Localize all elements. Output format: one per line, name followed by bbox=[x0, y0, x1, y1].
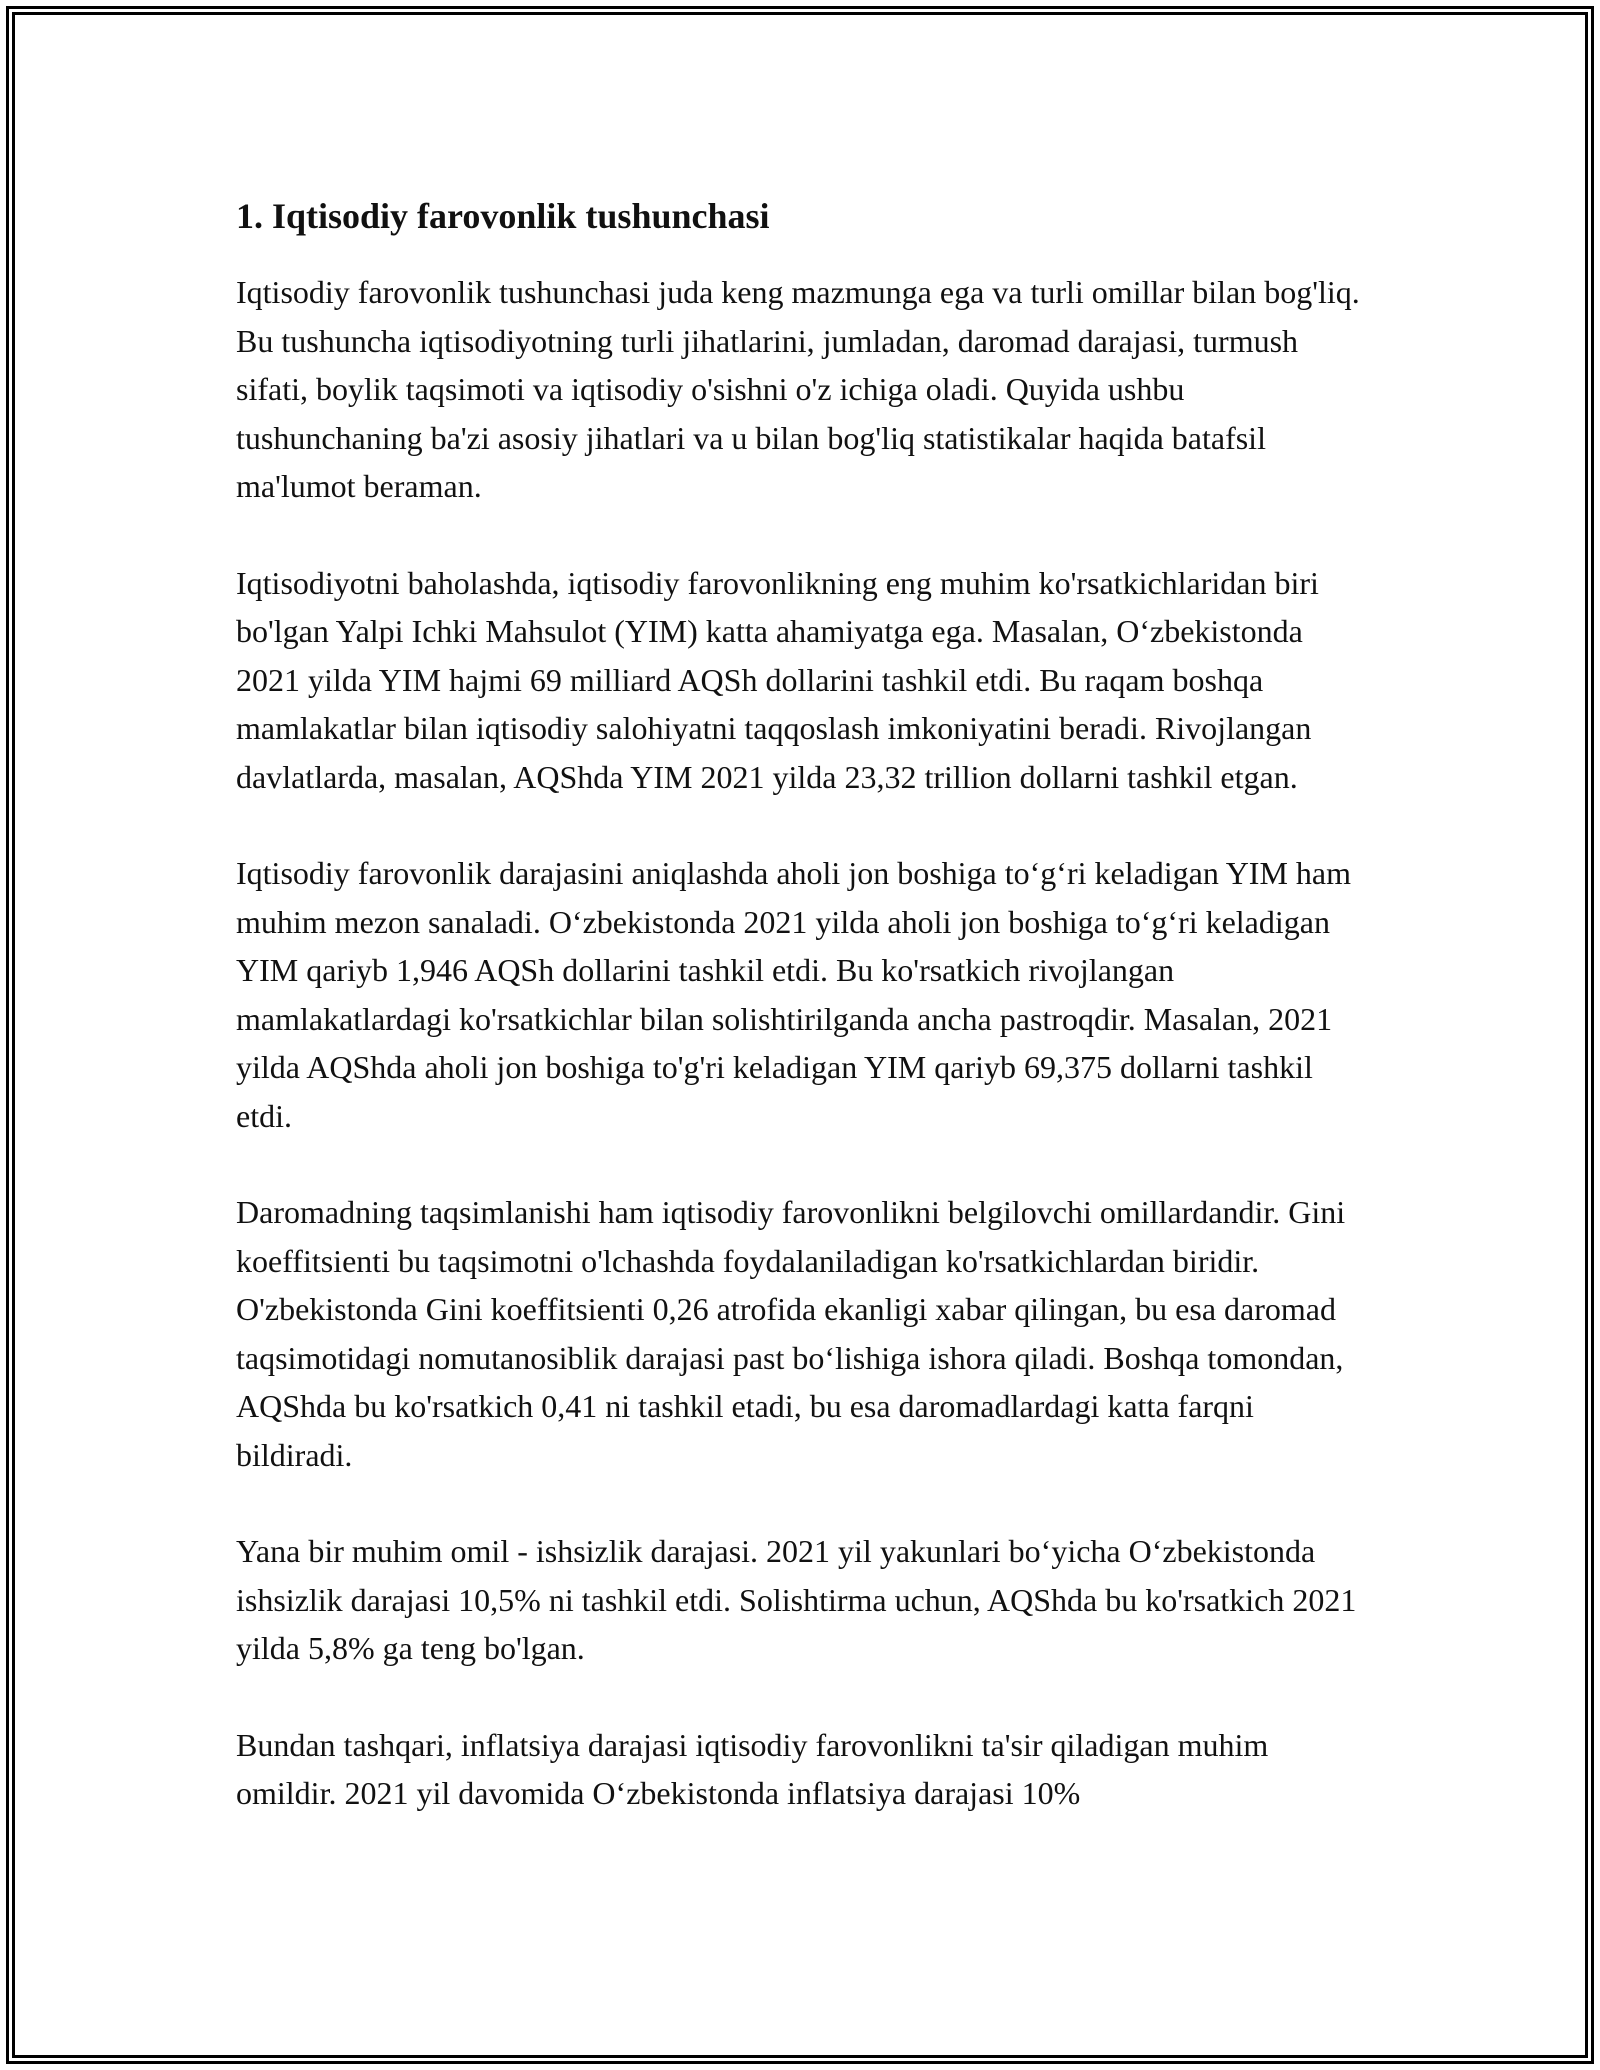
section-heading: 1. Iqtisodiy farovonlik tushunchasi bbox=[236, 196, 770, 236]
document-body bbox=[236, 188, 1366, 1866]
paragraph-intro: Iqtisodiy farovonlik tushunchasi juda keng mazmunga ega va turli omillar bilan bog'liq. Bu tushuncha iqtisodiyotning turli jihatlarini, jumladan, daromad darajasi, turmush sifati, boylik taqsimoti va iqtisodiy o'sishni o'z ichiga oladi. Quyida ushbu tushunchaning ba'zi asosiy jihatlari va u bilan bog'liq statistikalar haqida batafsil ma'lumot beraman. bbox=[236, 274, 1360, 504]
paragraph-gdp: Iqtisodiyotni baholashda, iqtisodiy farovonlikning eng muhim ko'rsatkichlaridan biri bo'lgan Yalpi Ichki Mahsulot (YIM) katta ahamiyatga ega. Masalan, O‘zbekistonda 2021 yilda YIM hajmi 69 milliard AQSh dollarini tashkil etdi. Bu raqam boshqa mamlakatlar bilan iqtisodiy salohiyatni taqqoslash imkoniyatini beradi. Rivojlangan davlatlarda, masalan, AQShda YIM 2021 yilda 23,32 trillion dollarni tashkil etgan. bbox=[236, 564, 1319, 795]
paragraph-income-distribution: Daromadning taqsimlanishi ham iqtisodiy farovonlikni belgilovchi omillardandir. Gini koeffitsienti bu taqsimotni o'lchashda foydalaniladigan ko'rsatkichlardan biridir. O'zbekistonda Gini koeffitsienti 0,26 atrofida ekanligi xabar qilingan, bu esa daromad taqsimotidagi nomutanosiblik darajasi past bo‘lishiga ishora qiladi. Boshqa tomondan, AQShda bu ko'rsatkich 0,41 ni tashkil etadi, bu esa daromadlardagi katta farqni bildiradi. bbox=[236, 1194, 1346, 1473]
paragraph-inflation: Bundan tashqari, inflatsiya darajasi iqtisodiy farovonlikni ta'sir qiladigan muhim omildir. 2021 yil davomida O‘zbekistonda inflatsiya darajasi 10% bbox=[236, 1726, 1269, 1811]
paragraph-unemployment: Yana bir muhim omil - ishsizlik darajasi. 2021 yil yakunlari bo‘yicha O‘zbekistonda ishsizlik darajasi 10,5% ni tashkil etdi. Solishtirma uchun, AQShda bu ko'rsatkich 2021 yilda 5,8% ga teng bo'lgan. bbox=[236, 1533, 1357, 1666]
paragraph-gdp-per-capita: Iqtisodiy farovonlik darajasini aniqlashda aholi jon boshiga to‘g‘ri keladigan YIM ham muhim mezon sanaladi. O‘zbekistonda 2021 yilda aholi jon boshiga to‘g‘ri keladigan YIM qariyb 1,946 AQSh dollarini tashkil etdi. Bu ko'rsatkich rivojlangan mamlakatlardagi ko'rsatkichlar bilan solishtirilganda ancha pastroqdir. Masalan, 2021 yilda AQShda aholi jon boshiga to'g'ri keladigan YIM qariyb 69,375 dollarni tashkil etdi. bbox=[236, 855, 1351, 1134]
